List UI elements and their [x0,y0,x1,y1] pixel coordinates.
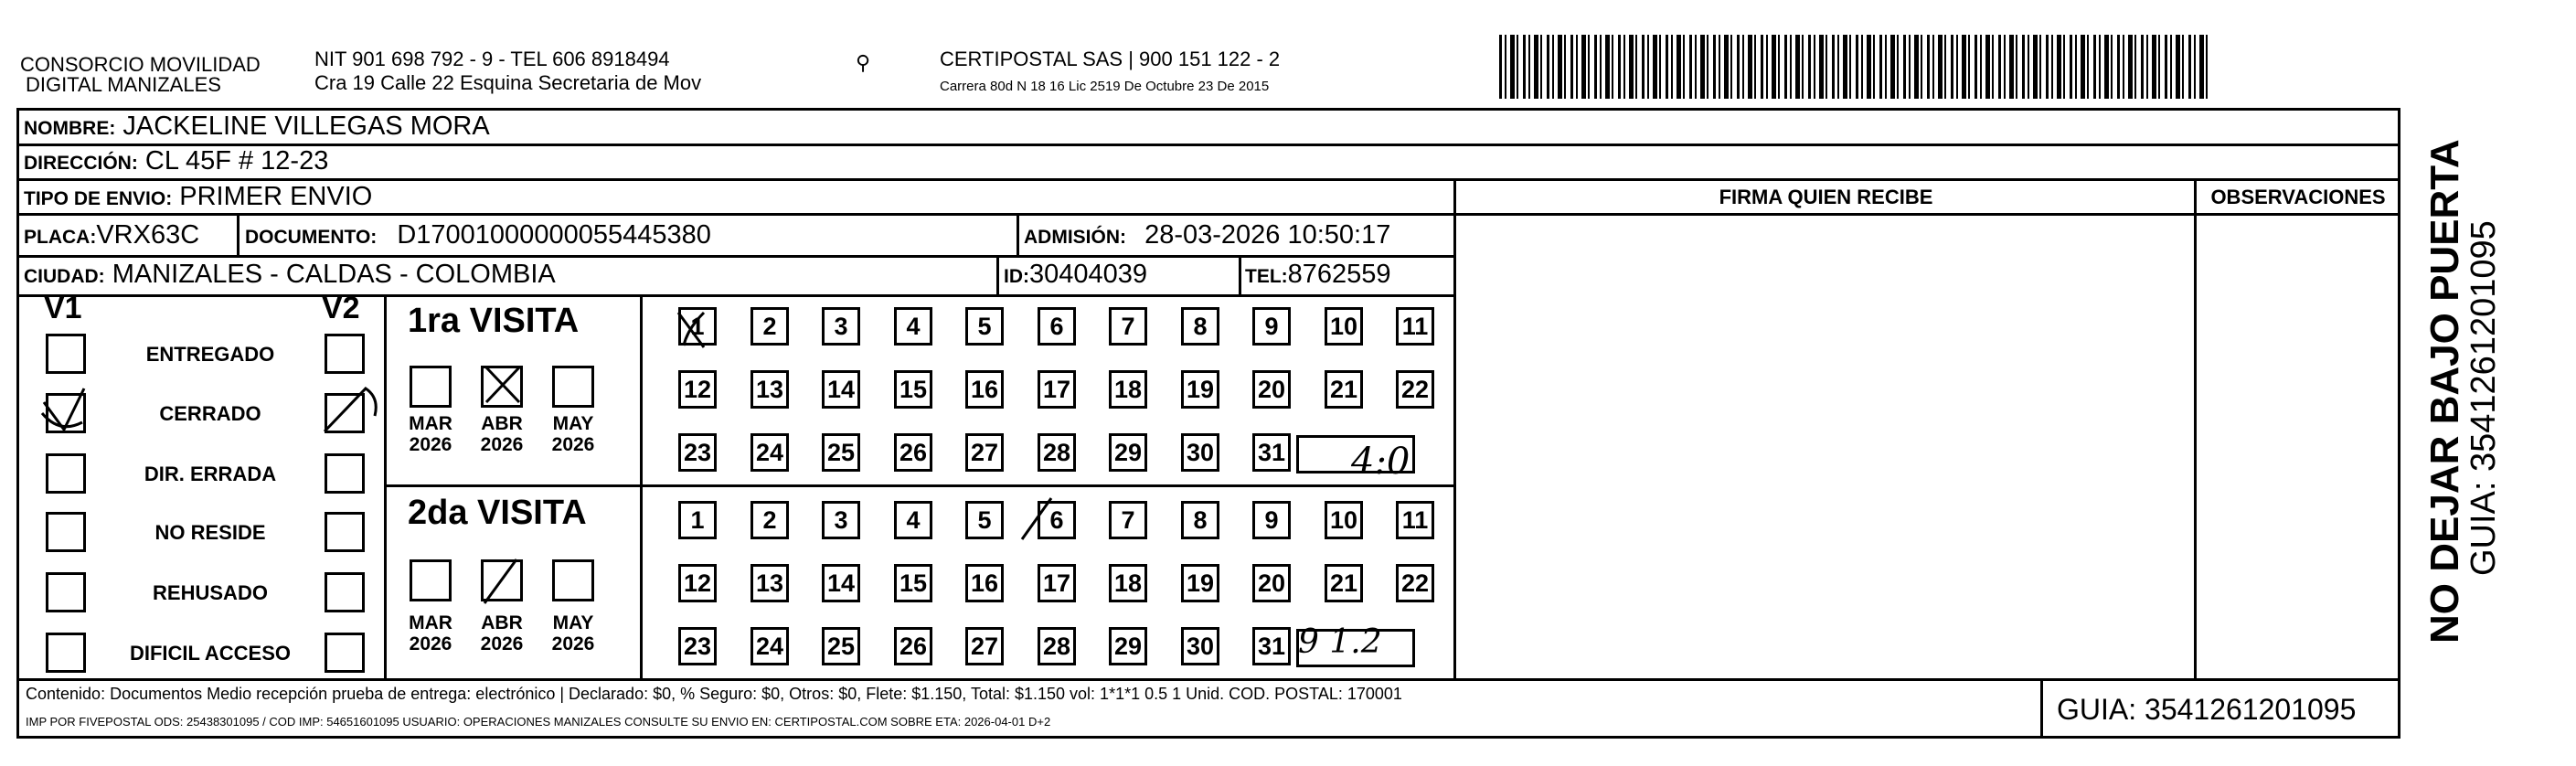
v2-heading: V2 [322,291,360,325]
status-label: REHUSADO [153,581,268,604]
visit2-day-box[interactable]: 5 [965,501,1004,539]
nombre-field: NOMBRE: JACKELINE VILLEGAS MORA [24,112,490,141]
visit1-month-label: MAR 2026 [409,413,452,455]
observaciones-heading: OBSERVACIONES [2210,186,2386,208]
visit2-month-label: ABR 2026 [480,612,524,654]
visit1-month-label: ABR 2026 [480,413,524,455]
visit2-day-box[interactable]: 9 [1252,501,1291,539]
visit1-handwritten-time: 4:0 [1351,441,1410,483]
visit1-day-box[interactable]: 25 [822,433,860,472]
visit2-day-box[interactable]: 12 [678,564,717,602]
visit1-day-box[interactable]: 31 [1252,433,1291,472]
visit1-day-box[interactable]: 2 [750,307,789,346]
visit2-day-box[interactable]: 28 [1038,627,1076,665]
visit2-day-box[interactable]: 30 [1181,627,1219,665]
tel-field: TEL:8762559 [1245,260,1391,289]
visit2-day-box[interactable]: 22 [1396,564,1434,602]
visit2-day-box[interactable]: 4 [894,501,932,539]
courier-logo-icon: ⚲ [856,51,871,74]
visit1-day-box[interactable]: 10 [1325,307,1363,346]
status-label: ENTREGADO [145,343,275,366]
no-dejar-bajo-puerta: NO DEJAR BAJO PUERTA [2422,139,2467,644]
side-guia: GUIA: 3541261201095 [2464,220,2503,576]
visit1-day-box[interactable]: 17 [1038,370,1076,409]
visit1-day-box[interactable]: 19 [1181,370,1219,409]
admision-field: ADMISIÓN: 28-03-2026 10:50:17 [1024,220,1391,250]
tipo-envio-field: TIPO DE ENVIO: PRIMER ENVIO [24,182,373,211]
visit2-day-box[interactable]: 3 [822,501,860,539]
status-label: NO RESIDE [154,521,266,544]
visit1-day-box[interactable]: 6 [1038,307,1076,346]
visit2-title: 2da VISITA [408,494,587,532]
address-line: Cra 19 Calle 22 Esquina Secretaria de Mov [314,71,702,94]
visit2-day-box[interactable]: 17 [1038,564,1076,602]
v1-heading: V1 [44,291,82,325]
visit1-day-box[interactable]: 29 [1109,433,1147,472]
visit1-day-box[interactable]: 7 [1109,307,1147,346]
visit2-day-box[interactable]: 27 [965,627,1004,665]
visit1-day-box[interactable]: 21 [1325,370,1363,409]
visit2-day-box[interactable]: 8 [1181,501,1219,539]
visit2-day-box[interactable]: 2 [750,501,789,539]
visit2-day-box[interactable]: 24 [750,627,789,665]
visit2-day-box[interactable]: 25 [822,627,860,665]
visit1-day-box[interactable]: 18 [1109,370,1147,409]
id-field: ID:30404039 [1004,260,1148,289]
placa-field: PLACA:VRX63C [24,220,200,250]
visit1-day-box[interactable]: 11 [1396,307,1434,346]
visit1-day-box[interactable]: 8 [1181,307,1219,346]
visit1-day-box[interactable]: 14 [822,370,860,409]
visit1-day-box[interactable]: 24 [750,433,789,472]
visit1-day-box[interactable]: 28 [1038,433,1076,472]
visit1-day-box[interactable]: 20 [1252,370,1291,409]
visit1-day-box[interactable]: 4 [894,307,932,346]
visit1-day-box[interactable]: 26 [894,433,932,472]
visit2-day-box[interactable]: 16 [965,564,1004,602]
visit1-day-box[interactable]: 15 [894,370,932,409]
visit2-day-box[interactable]: 21 [1325,564,1363,602]
visit2-day-box[interactable]: 18 [1109,564,1147,602]
visit1-title: 1ra VISITA [408,302,580,340]
visit2-day-box[interactable]: 11 [1396,501,1434,539]
visit1-day-box[interactable]: 23 [678,433,717,472]
visit2-day-box[interactable]: 31 [1252,627,1291,665]
visit2-day-box[interactable]: 19 [1181,564,1219,602]
visit1-day-box[interactable]: 5 [965,307,1004,346]
visit2-day-box[interactable]: 13 [750,564,789,602]
visit2-day-box[interactable]: 6 [1038,501,1076,539]
status-label: DIR. ERRADA [144,463,277,485]
visit1-month-label: MAY 2026 [551,413,595,455]
footer-guia: GUIA: 3541261201095 [2057,693,2357,726]
company-name-line1: CONSORCIO MOVILIDAD [20,53,261,76]
status-label: CERRADO [159,402,261,425]
visit2-day-box[interactable]: 23 [678,627,717,665]
status-label: DIFICIL ACCESO [129,642,291,665]
visit1-day-box[interactable]: 9 [1252,307,1291,346]
visit2-day-box[interactable]: 29 [1109,627,1147,665]
company-name-line2: DIGITAL MANIZALES [26,73,221,96]
courier-line1: CERTIPOSTAL SAS | 900 151 122 - 2 [940,48,1281,70]
visit2-day-box[interactable]: 7 [1109,501,1147,539]
ciudad-field: CIUDAD: MANIZALES - CALDAS - COLOMBIA [24,260,556,289]
visit2-day-box[interactable]: 15 [894,564,932,602]
direccion-field: DIRECCIÓN: CL 45F # 12-23 [24,146,329,176]
footer-contenido: Contenido: Documentos Medio recepción prueba de entrega: electrónico | Declarado: $0, % Seguro: $0, Otros: $0, Flete: $1.150, Total: $1.150 vol: 1*1*1 0.5 1 Unid. COD. POSTAL: 170001 [26,685,1402,703]
visit1-day-box[interactable]: 13 [750,370,789,409]
visit2-handwritten-time: 9 1.2 [1298,623,1382,661]
visit2-month-label: MAY 2026 [551,612,595,654]
visit2-day-box[interactable]: 14 [822,564,860,602]
visit2-day-box[interactable]: 10 [1325,501,1363,539]
visit2-month-label: MAR 2026 [409,612,452,654]
visit1-day-box[interactable]: 16 [965,370,1004,409]
courier-line2: Carrera 80d N 18 16 Lic 2519 De Octubre 23 De 2015 [940,79,1270,94]
footer-imp-line: IMP POR FIVEPOSTAL ODS: 25438301095 / COD IMP: 54651601095 USUARIO: OPERACIONES MANIZALES CONSULTE SU ENVIO EN: CERTIPOSTAL.COM SOBRE ETA: 2026-04-01 D+2 [26,715,1051,729]
visit1-day-box[interactable]: 1 [678,307,717,346]
firma-heading: FIRMA QUIEN RECIBE [1719,186,1933,208]
visit1-day-box[interactable]: 30 [1181,433,1219,472]
visit1-day-box[interactable]: 22 [1396,370,1434,409]
visit2-day-box[interactable]: 26 [894,627,932,665]
visit1-day-box[interactable]: 27 [965,433,1004,472]
visit1-day-box[interactable]: 3 [822,307,860,346]
nit-line: NIT 901 698 792 - 9 - TEL 606 8918494 [314,48,670,70]
documento-field: DOCUMENTO: D17001000000055445380 [245,220,711,250]
visit2-day-box[interactable]: 1 [678,501,717,539]
visit1-day-box[interactable]: 12 [678,370,717,409]
visit2-day-box[interactable]: 20 [1252,564,1291,602]
